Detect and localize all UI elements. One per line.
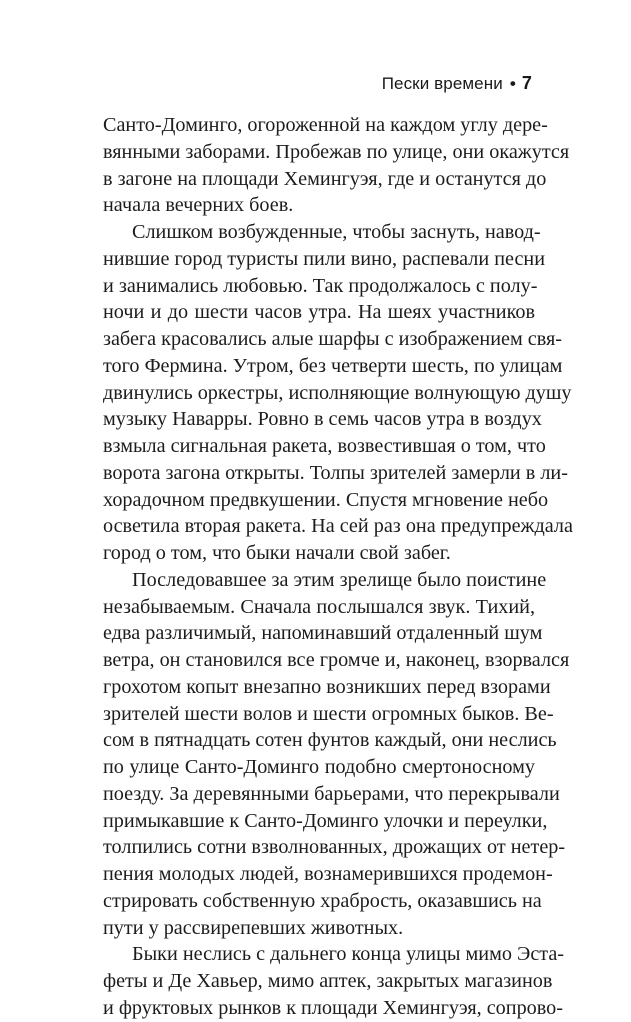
text-line: город о том, что быки начали свой забег. [103,542,451,564]
text-line: начала вечерних боев. [103,194,294,217]
text-line: примыкавшие к Санто-Доминго улочки и переулки, [103,809,548,832]
text-line: Санто-Доминго, огороженной на каждом углу дере- [103,114,548,136]
running-head-separator: • [509,74,516,93]
text-line: едва различимый, напоминавший отдаленный шум [103,622,543,645]
text-line: взмыла сигнальная ракета, возвестившая о том, что [103,435,546,457]
text-line: музыку Наварры. Ровно в семь часов утра в воздух [103,408,542,431]
page-number: 7 [521,73,532,93]
running-head [382,73,532,94]
paragraph [103,112,570,219]
text-line: поезду. За деревянными барьерами, что перекрывали [103,782,560,805]
text-line: забега красовались алые шарфы с изображением свя- [103,328,563,350]
text-line: хорадочном предвкушении. Спустя мгновение небо [103,488,549,511]
text-line: толпились сотни взволнованных, дрожащих от нетер- [103,836,566,859]
text-line: грохотом копыт внезапно возникших перед взорами [103,675,551,698]
text-line: по улице Санто-Доминго подобно смертоносному [103,756,535,778]
text-line: осветила вторая ракета. На сей раз она предупреждала [103,515,573,538]
paragraph [103,219,573,567]
text-line: того Фермина. Утром, без четверти шесть, по улицам [103,354,563,377]
text-line: пути у рассвирепевших животных. [103,916,404,939]
text-line: вянными заборами. Пробежав по улице, они окажутся [103,140,570,163]
text-line: ворота загона открыты. Толпы зрителей замерли в ли- [103,461,568,484]
text-line: ночи и до шести часов утра. На шеях участников [103,301,535,324]
text-line: нившие город туристы пили вино, распевали песни [103,247,546,270]
text-line: сом в пятнадцать сотен фунтов каждый, они неслись [103,729,557,752]
text-line: Слишком возбужденные, чтобы заснуть, навод- [132,221,541,243]
text-line: пения молодых людей, вознамерившихся продемон- [103,863,553,885]
text-line: Быки неслись с дальнего конца улицы мимо Эста- [132,943,565,966]
text-line: феты и Де Хавьер, мимо аптек, закрытых магазинов [103,970,553,992]
running-head-title: Пески времени [381,74,503,93]
text-line: и занимались любовью. Так продолжалось с полу- [103,274,538,297]
text-line: Последовавшее за этим зрелище было поистине [132,568,547,591]
paragraph [103,567,570,942]
paragraph [103,941,565,1021]
text-line: и фруктовых рынков к площади Хемингуэя, сопрово- [103,996,563,1019]
text-line: в загоне на площади Хемингуэя, где и останутся до [103,167,547,190]
text-line: незабываемым. Сначала послышался звук. Тихий, [103,595,535,618]
text-line: двинулись оркестры, исполняющие волнующую душу [103,381,572,404]
body-text [103,112,573,1022]
text-line: зрителей шести волов и шести огромных быков. Ве- [103,702,554,725]
text-line: стрировать собственную храбрость, оказавшись на [103,889,542,912]
text-line: ветра, он становился все громче и, наконец, взорвался [103,649,570,671]
